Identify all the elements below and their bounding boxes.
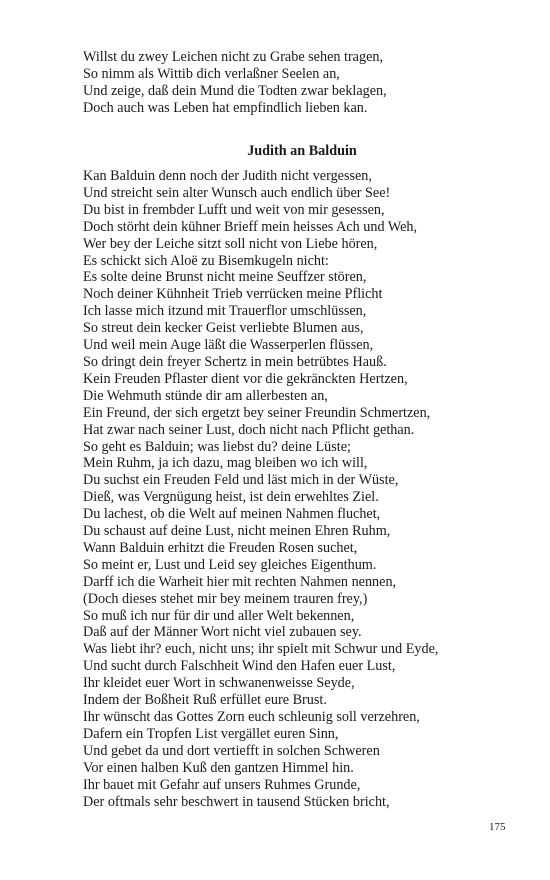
verse-line: Wer bey der Leiche sitzt soll nicht von Liebe hören, [83,235,378,252]
verse-line: So streut dein kecker Geist verliebte Blumen aus, [83,320,364,337]
verse-line: Ihr wünscht das Gottes Zorn euch schleunig soll verzehren, [83,709,420,725]
verse-line: Wann Balduin erhitzt die Freuden Rosen suchet, [83,539,358,556]
verse-line: Und streicht sein alter Wunsch auch endlich über See! [83,184,391,201]
verse-line: Du bist in frembder Lufft und weit von mir gesessen, [83,201,385,218]
verse-line: Der oftmals sehr beschwert in tausend Stücken bricht, [83,793,390,810]
verse-line: Noch deiner Kühnheit Trieb verrücken meine Pflicht [83,286,383,303]
verse-line: Es solte deine Brunst nicht meine Seuffzer stören, [83,269,367,286]
verse-line: (Doch dieses stehet mir bey meinem trauren frey,) [83,590,368,607]
verse-line: Willst du zwey Leichen nicht zu Grabe sehen tragen, [83,49,384,65]
verse-line: Du lachest, ob die Welt auf meinen Nahmen fluchet, [83,506,381,523]
verse-line: Dafern ein Tropfen List vergället euren Sinn, [83,725,339,742]
verse-line: Kan Balduin denn noch der Judith nicht vergessen, [83,168,372,184]
verse-line: Es schickt sich Aloë zu Bisemkugeln nicht: [83,252,329,269]
verse-line: Mein Ruhm, ja ich dazu, mag bleiben wo ich will, [83,455,368,472]
verse-line: Ihr bauet mit Gefahr auf unsers Ruhmes Grunde, [83,776,361,793]
verse-line: Doch störht dein kühner Brieff mein heisses Ach und Weh, [83,218,418,235]
verse-line: Daß auf der Männer Wort nicht viel zubauen sey. [83,624,362,641]
verse-line: So muß ich nur für dir und aller Welt bekennen, [83,607,355,624]
verse-line: Indem der Boßheit Ruß erfüllet eure Brust. [83,692,327,709]
verse-line: Dieß, was Vergnügung heist, ist dein erwehltes Ziel. [83,489,379,506]
verse-line: So geht es Balduin; was liebst du? deine Lüste; [83,438,351,455]
poem-body [83,168,533,810]
verse-line: Hat zwar nach seiner Lust, doch nicht nach Pflicht gethan. [83,421,415,438]
verse-line: Und sucht durch Falschheit Wind den Hafen euer Lust, [83,658,396,675]
prior-stanza [83,49,523,117]
verse-line: Was liebt ihr? euch, nicht uns; ihr spielt mit Schwur und Eyde, [83,641,439,658]
verse-line: Darff ich die Warheit hier mit rechten Nahmen nennen, [83,573,397,590]
verse-line: So dringt dein freyer Schertz in mein betrübtes Hauß. [83,353,387,370]
verse-line: So nimm als Wittib dich verlaßner Seelen an, [83,65,340,82]
verse-line: So meint er, Lust und Leid sey gleiches Eigenthum. [83,556,377,573]
verse-line: Und gebet da und dort vertiefft in solchen Schweren [83,742,380,759]
verse-line: Du schaust auf deine Lust, nicht meinen Ehren Ruhm, [83,523,391,540]
verse-line: Ein Freund, der sich ergetzt bey seiner Freundin Schmertzen, [83,404,431,421]
verse-line: Ich lasse mich itzund mit Trauerflor umschlüssen, [83,303,367,320]
poem-title: Judith an Balduin [247,143,357,159]
verse-line: Du suchst ein Freuden Feld und läst mich in der Wüste, [83,472,399,489]
verse-line: Doch auch was Leben hat empfindlich lieben kan. [83,99,368,116]
verse-line: Und weil mein Auge läßt die Wasserperlen flüssen, [83,337,374,354]
verse-line: Und zeige, daß dein Mund die Todten zwar beklagen, [83,82,387,99]
verse-line: Kein Freuden Pflaster dient vor die gekränckten Hertzen, [83,370,408,387]
verse-line: Die Wehmuth stünde dir am allerbesten an, [83,387,328,404]
verse-line: Ihr kleidet euer Wort in schwanenweisse Seyde, [83,675,355,692]
verse-line: Vor einen halben Kuß den gantzen Himmel hin. [83,759,354,776]
page-number: 175 [489,821,506,833]
